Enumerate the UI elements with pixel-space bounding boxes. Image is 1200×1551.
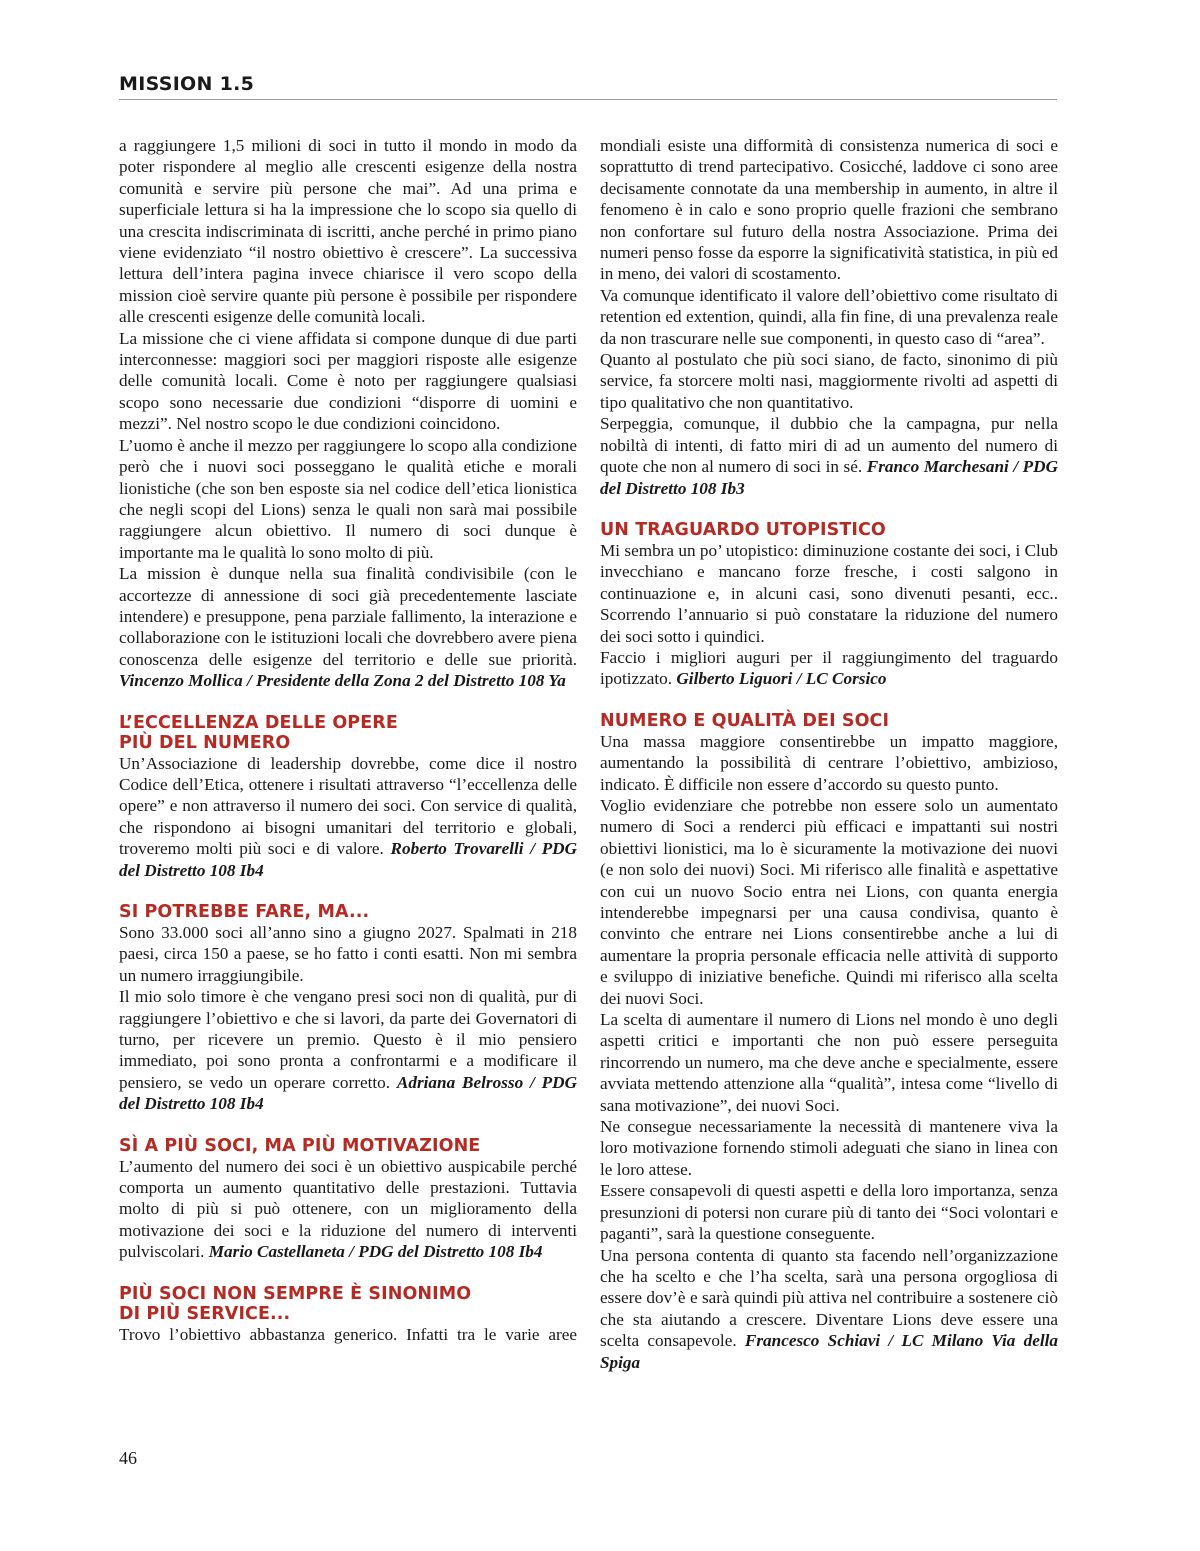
article-paragraph [600, 1245, 1058, 1373]
author-signature: Roberto Trovarelli / PDG del Distretto 108 Ib4 [119, 839, 578, 880]
right-column [600, 135, 1058, 1373]
article-heading: SI POTREBBE FARE, MA... [119, 902, 370, 922]
author-signature: Adriana Belrosso / PDG del Distretto 108 Ib4 [119, 1072, 577, 1114]
article-paragraph: Una massa maggiore consentirebbe un impatto maggiore, aumentando la possibilità di centrare l’obiettivo, ambizioso, indicato. È difficile non essere d’accordo su questo punto. [600, 731, 1058, 794]
article-paragraph: Voglio evidenziare che potrebbe non essere solo un aumentato numero di Soci a renderci più efficaci e impattanti sui nostri obiettivi lionistici, ma lo è sicuramente la motivazione dei nuovi (e non solo dei nuovi) Soci. Mi riferisco alle finalità e aspettative con cui un nuovo Socio entra nei Lions, con quanta energia intenderebbe impegnarsi per una causa condivisa, quanto è convinto che entrare nei Lions consentirebbe anche a lui di aumentare la propria personale efficacia nelle attività di supporto e sviluppo di iniziative benefiche. Quindi mi riferisco alla scelta dei nuovi Soci. [600, 795, 1058, 1008]
article-text: Serpeggia, comunque, il dubbio che la campagna, pur nella nobiltà di intenti, di fatto miri di ad un aumento del numero di quote che non al numero di soci in sé. [600, 414, 1058, 477]
article-text: Un’Associazione di leadership dovrebbe, come dice il nostro Codice dell’Etica, ottenere i risultati attraverso “l’eccellenza delle opere” e non attraverso il numero dei soci. Con service di qualità, che rispondono ai bisogni umanitari del territorio e globali, troveremo molti più soci e di valore. [119, 753, 577, 859]
article-text: Faccio i migliori auguri per il raggiungimento del traguardo ipotizzato. [600, 647, 1058, 689]
author-signature: Mario Castellaneta / PDG del Distretto 108 Ib4 [208, 1242, 543, 1262]
article-heading: SÌ A PIÙ SOCI, MA PIÙ MOTIVAZIONE [119, 1135, 481, 1156]
article-paragraph: La scelta di aumentare il numero di Lions nel mondo è uno degli aspetti critici e importanti che non può essere perseguita rincorrendo un numero, ma che deve anche e specialmente, essere avviata mettendo attenzione alla “qualità”, intesa come “livello di sana motivazione”, dei nuovi Soci. [600, 1010, 1058, 1115]
intro-paragraph-3: L’uomo è anche il mezzo per raggiungere lo scopo alla condizione però che i nuovi soci posseggano le qualità etiche e morali lionistiche (che son ben esposte sia nel codice dell’etica lionistica che negli scopi del Lions) senza le quali non sarà mai possibile raggiungere alcun obiettivo. Il numero di soci dunque è importante ma le qualità lo sono molto di più. [119, 435, 577, 562]
author-signature: Franco Marchesani / PDG del Distretto 108 Ib3 [600, 457, 1059, 498]
article-paragraph: mondiali esiste una difformità di consistenza numerica di soci e soprattutto di trend partecipativo. Cosicché, laddove ci sono aree decisamente connotate da una membership in aumento, in altre il fenomeno è in calo e sono proprio quelle frazioni che sembrano non confortare sul futuro della nostra Associazione. Prima dei numeri penso fosse da esporre la significatività statistica, in più ed in meno, dei valori di scostamento. [600, 136, 1058, 284]
article-paragraph [119, 753, 577, 881]
article-text: Il mio solo timore è che vengano presi soci non di qualità, pur di raggiungere l’obiettivo e che si lavori, da parte dei Governatori di turno, per ricevere un premio. Questo è il mio pensiero immediato, poi sono pronta a confrontarmi e a modificare il pensiero, se vedo un operare corretto. [119, 987, 577, 1092]
intro-text-4: La mission è dunque nella sua finalità condivisibile (con le accortezze di annessione di soci già precedentemente lasciate intendere) e presuppone, pena parziale fallimento, la interazione e collaborazione con le istituzioni locali che dovrebbero avere piena conoscenza delle esigenze del territorio e delle sue priorità. [119, 564, 577, 669]
article-heading: PIÙ SOCI NON SEMPRE È SINONIMO DI PIÙ SERVICE... [119, 1283, 472, 1324]
article-heading: UN TRAGUARDO UTOPISTICO [600, 519, 886, 540]
article-paragraph: Ne consegue necessariamente la necessità di mantenere viva la loro motivazione fornendo stimoli adeguati che siano in linea con le loro attese. [600, 1117, 1058, 1179]
intro-paragraph-1: a raggiungere 1,5 milioni di soci in tutto il mondo in modo da poter rispondere al meglio alle crescenti esigenze della nostra comunità e servire più persone che mai”. Ad una prima e superficiale lettura si ha la impressione che lo scopo sia quello di una crescita indiscriminata di iscritti, anche perché in primo piano viene evidenziato “il nostro obiettivo è crescere”. La successiva lettura dell’intera pagina invece chiarisce il vero scopo della mission cioè servire quante più persone è possibile per rispondere alle crescenti esigenze delle comunità locali. [119, 136, 577, 327]
article-paragraph [600, 647, 1058, 690]
article-paragraph: Va comunque identificato il valore dell’obiettivo come risultato di retention ed extention, quindi, alla fin fine, di una prevalenza reale da non trascurare nelle sue componenti, in questo caso di “area”. [600, 285, 1058, 348]
article-paragraph [600, 413, 1058, 499]
article-text: L’aumento del numero dei soci è un obiettivo auspicabile perché comporta un aumento quantitativo delle prestazioni. Tuttavia molto di più si può ottenere, con un miglioramento della motivazione dei soci e la riduzione del numero di interventi pulviscolari. [119, 1156, 577, 1262]
article-text: Una persona contenta di quanto sta facendo nell’organizzazione che ha scelto e che l’ha scelta, sarà una persona orgogliosa di essere dov’è e sarà quindi più attiva nel contribuire a sostenere ciò che sta aiutando a crescere. Diventare Lions deve essere una scelta consapevole. [600, 1245, 1058, 1351]
intro-paragraph-4 [119, 563, 577, 691]
section-title: MISSION 1.5 [119, 73, 255, 95]
author-signature: Gilberto Liguori / LC Corsico [676, 669, 887, 689]
left-column [119, 135, 577, 1345]
article-paragraph: Mi sembra un po’ utopistico: diminuzione costante dei soci, i Club invecchiano e mancano forze fresche, i costi salgono in continuazione e, in alcuni casi, sono divenuti pesanti, ecc.. Scorrendo l’annuario si può constatare la riduzione del numero dei soci sotto i quindici. [600, 540, 1058, 646]
article-paragraph: Trovo l’obiettivo abbastanza generico. Infatti tra le varie aree [119, 1324, 577, 1344]
intro-paragraph-2: La missione che ci viene affidata si compone dunque di due parti interconnesse: maggiori soci per maggiori risposte alle esigenze delle comunità locali. Come è noto per raggiungere qualsiasi scopo sono necessarie due condizioni “disporre di uomini e mezzi”. Nel nostro scopo le due condizioni coincidono. [119, 328, 577, 434]
article-paragraph: Quanto al postulato che più soci siano, de facto, sinonimo di più service, fa storcere molti nasi, maggiormente rivolti ad aspetti di tipo qualitativo che non quantitativo. [600, 350, 1058, 412]
article-paragraph: Essere consapevoli di questi aspetti e della loro importanza, senza presunzioni di potersi non curare più di tanto dei “Soci volontari e paganti”, sarà la questione conseguente. [600, 1181, 1058, 1244]
article-paragraph: Sono 33.000 soci all’anno sino a giugno 2027. Spalmati in 218 paesi, circa 150 a paese, se ho fatto i conti esatti. Non mi sembra un numero irraggiungibile. [119, 923, 577, 985]
author-signature: Francesco Schiavi / LC Milano Via della Spiga [600, 1331, 1059, 1372]
article-paragraph [119, 1156, 577, 1263]
article-heading: L’ECCELLENZA DELLE OPERE PIÙ DEL NUMERO [119, 712, 398, 753]
article-paragraph [119, 986, 577, 1114]
article-heading: NUMERO E QUALITÀ DEI SOCI [600, 710, 890, 731]
page-header [119, 72, 1057, 100]
author-signature: Vincenzo Mollica / Presidente della Zona 2 del Distretto 108 Ya [119, 671, 566, 691]
page-number: 46 [119, 1448, 137, 1468]
